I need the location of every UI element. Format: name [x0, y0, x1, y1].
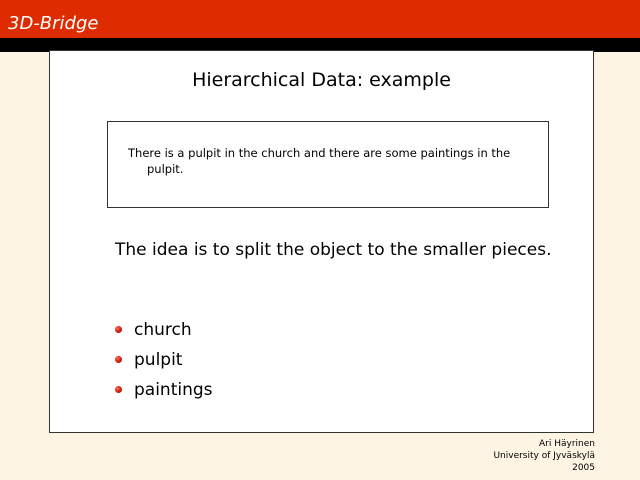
idea-text: The idea is to split the object to the smaller pieces.	[115, 240, 552, 260]
bullet-item-pulpit	[115, 349, 213, 379]
slide-panel	[49, 50, 594, 433]
header-bar	[0, 0, 640, 38]
bullet-icon	[115, 356, 122, 363]
footer-university: University of Jyväskylä	[493, 451, 595, 461]
bullet-icon	[115, 326, 122, 333]
bullet-item-church	[115, 319, 213, 349]
footer-year: 2005	[572, 463, 595, 473]
bullet-item-paintings	[115, 379, 213, 409]
bullet-label: paintings	[134, 380, 213, 400]
example-box	[107, 121, 549, 208]
bullet-label: church	[134, 320, 192, 340]
footer-author: Ari Häyrinen	[539, 439, 595, 449]
brand-title: 3D-Bridge	[8, 13, 99, 34]
example-text: There is a pulpit in the church and there are some paintings in the pulpit.	[128, 146, 511, 176]
slide-title: Hierarchical Data: example	[192, 69, 451, 91]
footer-credits	[493, 438, 595, 474]
bullet-icon	[115, 386, 122, 393]
bullet-list	[115, 319, 213, 409]
bullet-label: pulpit	[134, 350, 183, 370]
